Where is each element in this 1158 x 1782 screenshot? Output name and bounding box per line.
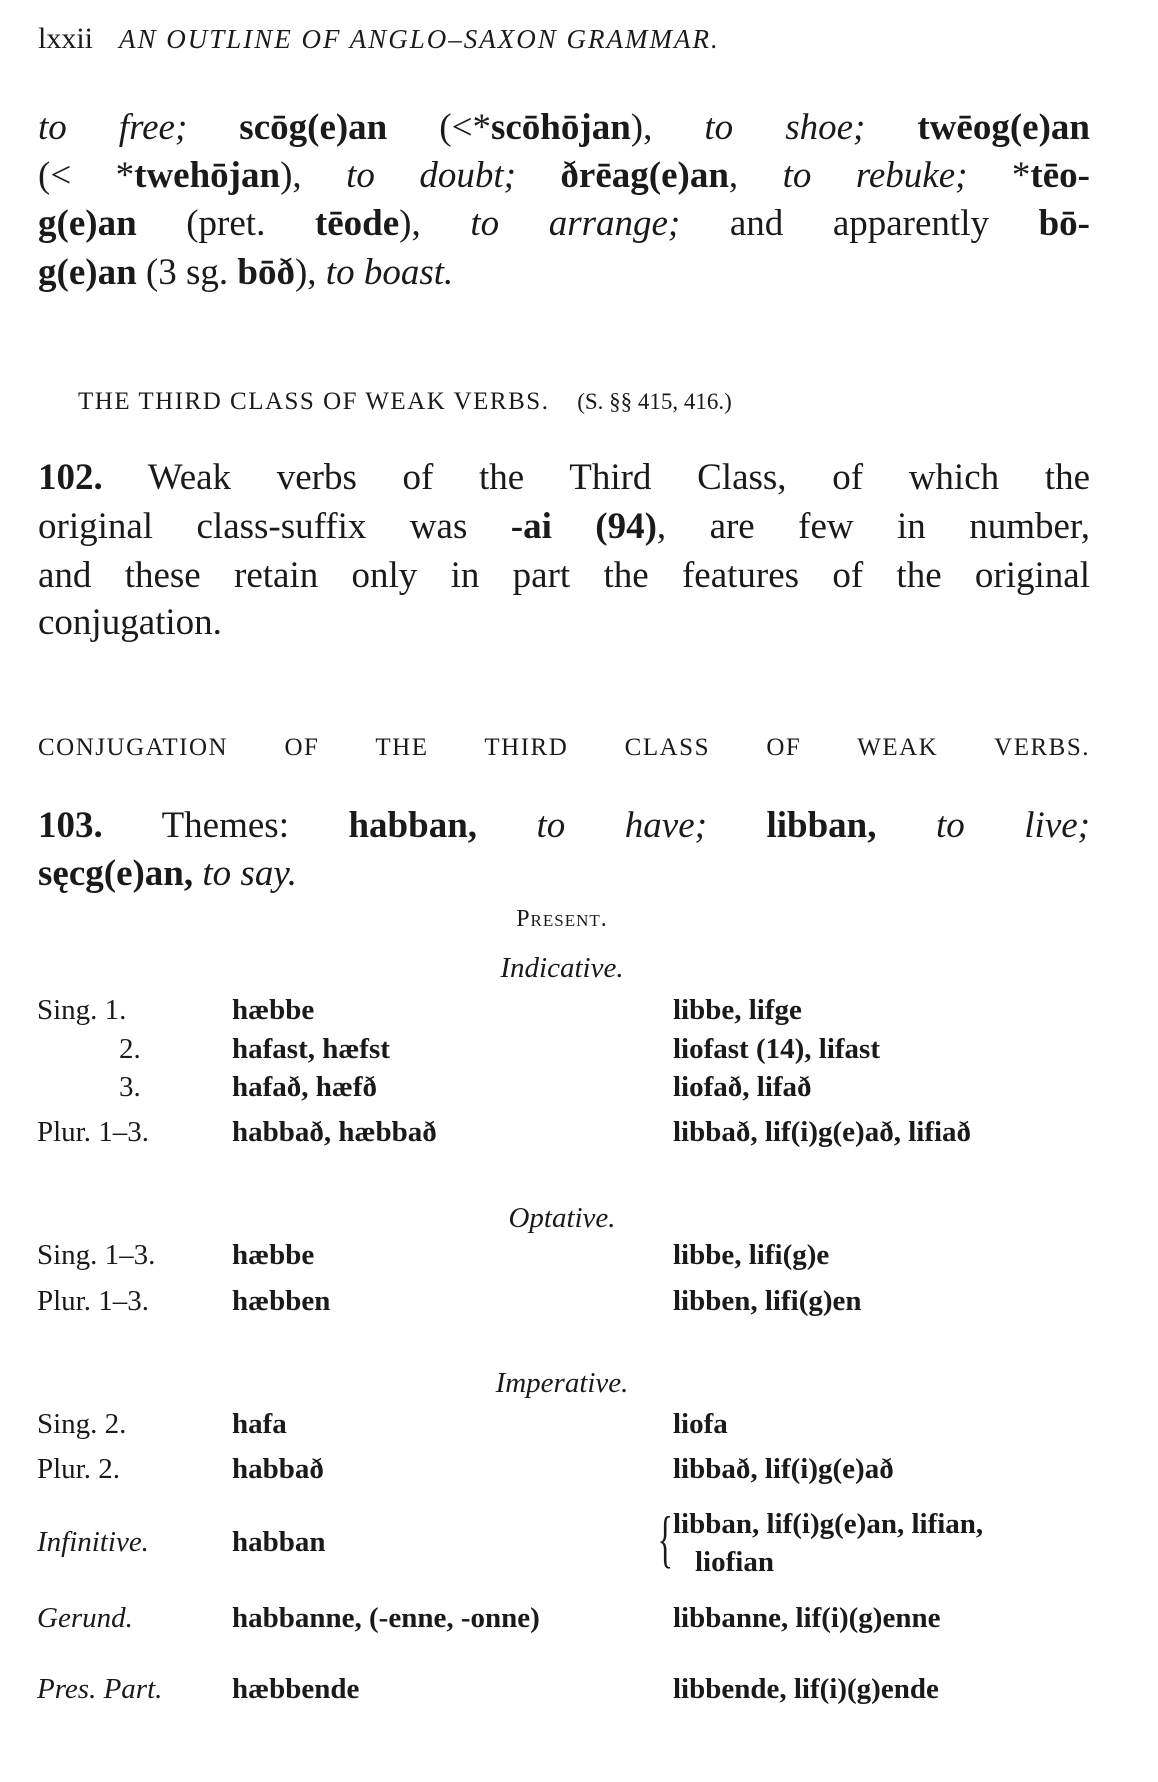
text-line [38, 104, 1090, 152]
text-line [38, 200, 1090, 248]
text-line [38, 552, 1090, 600]
page-number: lxxii [38, 22, 94, 55]
text-run: ), [294, 252, 326, 293]
libban-form: liofast (14), lifast [673, 1033, 880, 1065]
row-label: Sing. 2. [37, 1408, 127, 1440]
text-run: and apparently [729, 203, 1039, 244]
section-heading-third-class [78, 388, 732, 416]
habban-form: hafa [232, 1408, 287, 1440]
bold-term: tēo- [1030, 155, 1090, 196]
libban-form: libben, lifi(g)en [673, 1285, 862, 1317]
heading-text: CONJUGATION OF THE THIRD CLASS OF WEAK VERBS. [38, 734, 1090, 761]
section-heading-conjugation [38, 734, 1090, 762]
bold-term: libban, [766, 805, 877, 846]
italic-gloss: to free; [38, 107, 240, 148]
book-title: AN OUTLINE OF ANGLO–SAXON GRAMMAR. [119, 24, 720, 54]
libban-form: libbe, lifge [673, 994, 802, 1026]
italic-gloss: to doubt; [346, 155, 561, 196]
row-label: Gerund. [37, 1602, 133, 1634]
running-head [38, 22, 720, 56]
bold-term: twehōjan [134, 155, 281, 196]
habban-form: hæbbe [232, 1239, 315, 1271]
row-label: Plur. 1–3. [37, 1116, 149, 1148]
text-line [38, 850, 1090, 898]
bold-term: scōg(e)an [239, 107, 388, 148]
row-label: Plur. 1–3. [37, 1285, 149, 1317]
bold-term: 102. [38, 457, 103, 498]
libban-form: libbað, lif(i)g(e)að [673, 1453, 894, 1485]
text-run: (<* [387, 107, 491, 148]
italic-gloss: to rebuke; [782, 155, 1012, 196]
text-line [38, 454, 1090, 502]
text-run: , are few in number, [656, 506, 1090, 547]
libban-form: libbanne, lif(i)(g)enne [673, 1602, 941, 1634]
optative-heading: Optative. [508, 1202, 616, 1234]
habban-form: hæbben [232, 1285, 331, 1317]
row-label: Pres. Part. [37, 1673, 163, 1705]
heading-text: THE THIRD CLASS OF WEAK VERBS. [78, 388, 550, 415]
text-line [38, 599, 1090, 647]
row-label: 3. [119, 1071, 141, 1103]
italic-gloss: to live; [876, 805, 1090, 846]
italic-gloss: to arrange; [470, 203, 730, 244]
libban-form: libban, lif(i)g(e)an, lifian, [673, 1508, 984, 1540]
row-label: 2. [119, 1033, 141, 1065]
section-reference: (S. §§ 415, 416.) [577, 389, 732, 414]
bold-term: scōhōjan [490, 107, 631, 148]
italic-gloss: to shoe; [704, 107, 918, 148]
italic-gloss: to have; [477, 805, 767, 846]
libban-form: libbende, lif(i)(g)ende [673, 1673, 939, 1705]
row-label: Sing. 1. [37, 994, 127, 1026]
italic-gloss: to say. [193, 853, 297, 894]
text-run: original class-suffix was [38, 506, 511, 547]
habban-form: habbanne, (-enne, -onne) [232, 1602, 540, 1634]
text-run: ), [399, 203, 471, 244]
libban-form: liofian [695, 1546, 774, 1578]
text-line [38, 249, 1090, 297]
bold-term: bō- [1038, 203, 1090, 244]
bold-term: -ai (94) [510, 506, 657, 547]
libban-form: libbe, lifi(g)e [673, 1239, 830, 1271]
bold-term: habban, [348, 805, 478, 846]
indicative-heading: Indicative. [500, 952, 624, 984]
bold-term: twēog(e)an [917, 107, 1090, 148]
habban-form: habban [232, 1526, 326, 1558]
habban-form: hafað, hæfð [232, 1071, 378, 1103]
brace-icon: { [657, 1503, 674, 1574]
bold-term: g(e)an [38, 203, 137, 244]
text-run: Weak verbs of the Third Class, of which the [102, 457, 1090, 498]
row-label: Infinitive. [37, 1526, 149, 1558]
text-run: (< * [38, 155, 135, 196]
italic-gloss: to boast. [325, 252, 454, 293]
bold-term: ðrēag(e)an [560, 155, 729, 196]
row-label: Plur. 2. [37, 1453, 120, 1485]
habban-form: habbað, hæbbað [232, 1116, 437, 1148]
libban-form: liofa [673, 1408, 728, 1440]
text-run: , [728, 155, 783, 196]
bold-term: g(e)an [38, 252, 137, 293]
bold-term: bōð [237, 252, 295, 293]
row-label: Sing. 1–3. [37, 1239, 156, 1271]
libban-form: libbað, lif(i)g(e)að, lifiað [673, 1116, 972, 1148]
habban-form: habbað [232, 1453, 324, 1485]
text-run: ), [630, 107, 705, 148]
habban-form: hæbbende [232, 1673, 360, 1705]
libban-form: liofað, lifað [673, 1071, 812, 1103]
text-run: (pret. [136, 203, 315, 244]
text-line [38, 802, 1090, 850]
text-line [38, 152, 1090, 200]
habban-form: hafast, hæfst [232, 1033, 390, 1065]
text-run: ), [280, 155, 347, 196]
text-run: conjugation. [38, 602, 222, 643]
text-run: (3 sg. [136, 252, 238, 293]
text-run: Themes: [102, 805, 349, 846]
bold-term: tēode [314, 203, 400, 244]
bold-term: 103. [38, 805, 103, 846]
text-run: and these retain only in part the features of the original [38, 555, 1090, 596]
imperative-heading: Imperative. [495, 1367, 629, 1399]
text-run: * [1011, 155, 1031, 196]
text-line [38, 503, 1090, 551]
present-heading: Present. [516, 906, 608, 932]
habban-form: hæbbe [232, 994, 315, 1026]
bold-term: sęcg(e)an, [38, 853, 194, 894]
